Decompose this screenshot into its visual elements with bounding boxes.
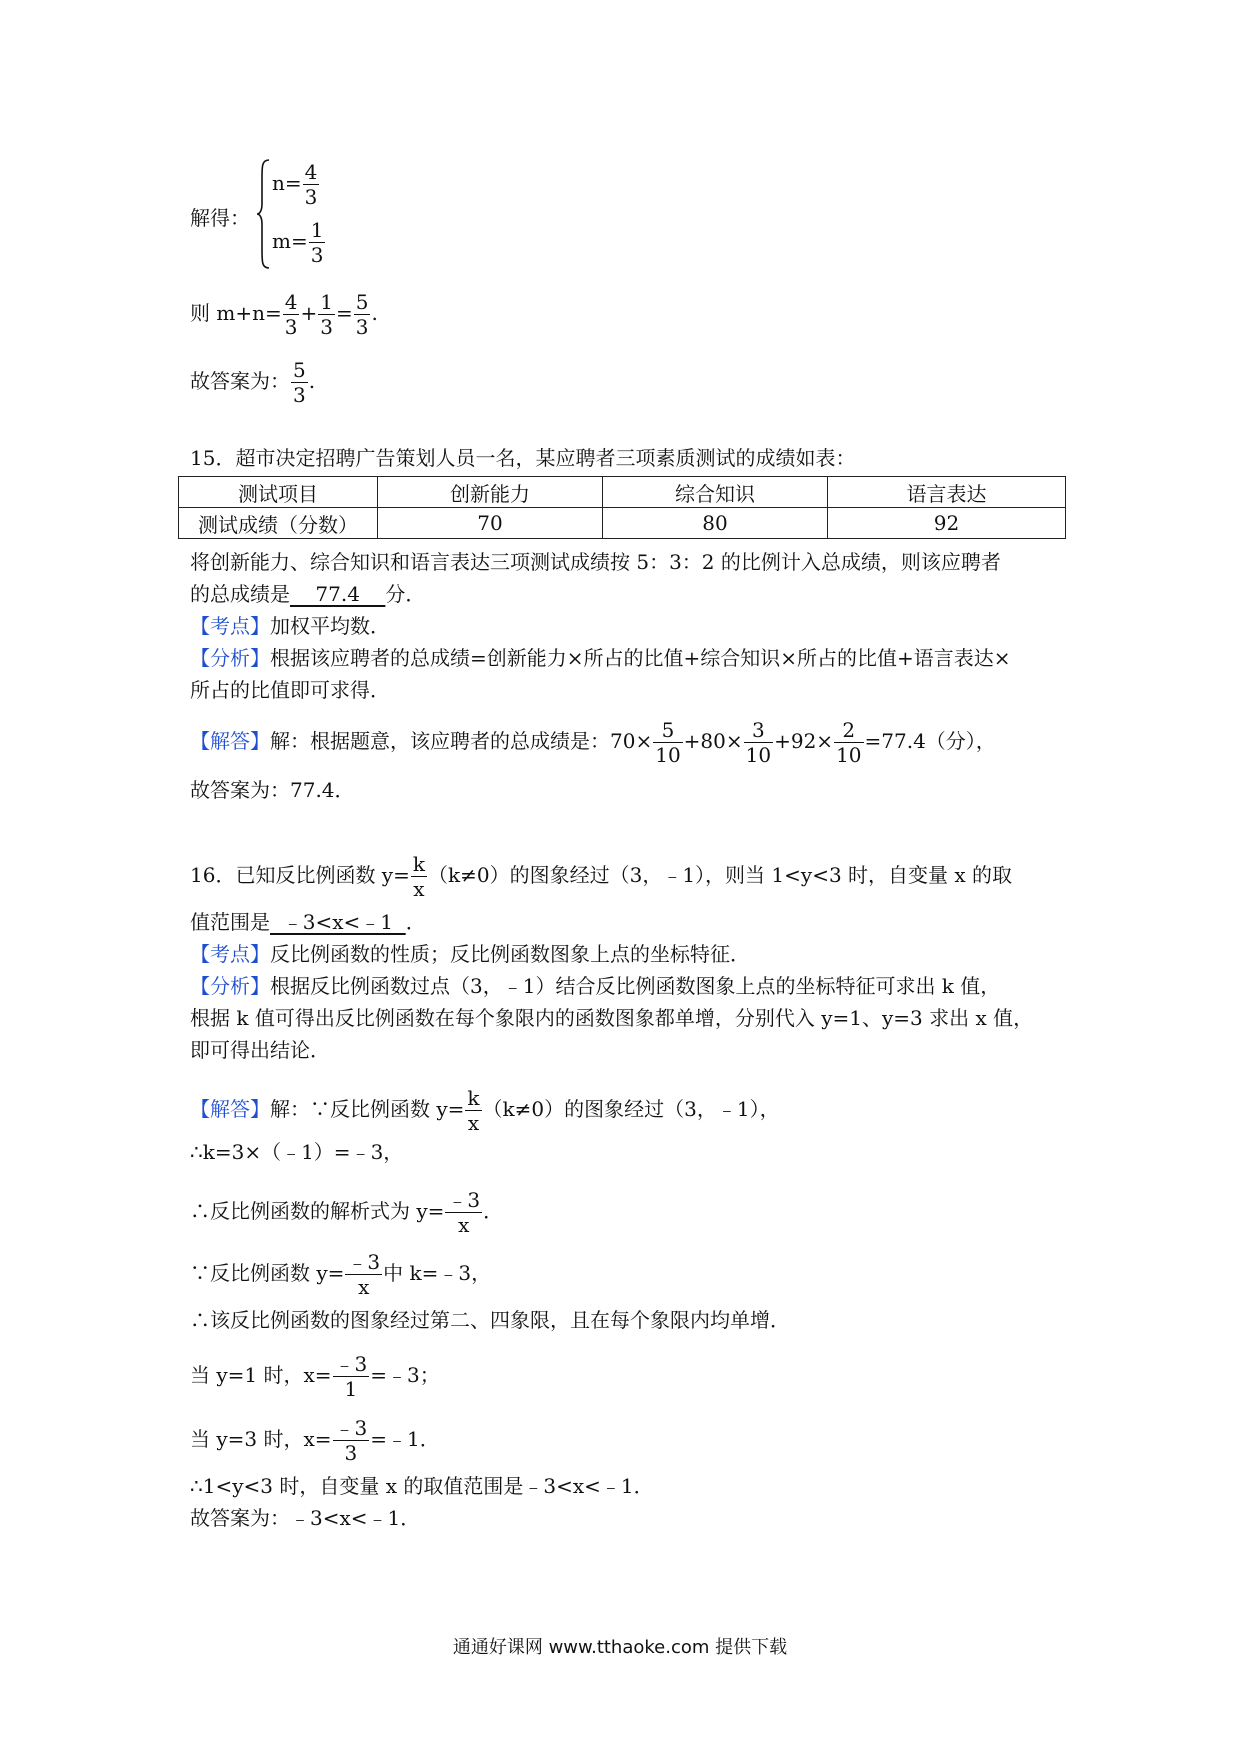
q15-answer-blank: 77.4: [290, 582, 386, 606]
table-header-cell: 测试项目: [179, 477, 378, 508]
fenxi-tag: 【分析】: [190, 974, 270, 998]
equation-n: n= $\frac{4}{3}$: [272, 160, 318, 209]
fenxi-tag: 【分析】: [190, 646, 270, 670]
q15-text-line2: 的总成绩是 77.4 分．: [190, 582, 426, 606]
table-cell: 70: [378, 508, 603, 539]
q15-jieda: 【解答】解：根据题意，该应聘者的总成绩是：70× $\frac{5}{10}$ +80× $\frac{3}{10}$ +92× $\frac{2}{10}$ =77.4（分），: [190, 718, 996, 767]
table-header-row: [179, 477, 1066, 508]
q16-step7: 当 y=3 时，x= $\frac{﹣3}{3}$ =﹣1．: [190, 1416, 440, 1465]
q16-step5: ∴该反比例函数的图象经过第二、四象限，且在每个象限内均单增．: [190, 1308, 790, 1332]
solve-label: 解得：: [190, 206, 250, 230]
kaodian-tag: 【考点】: [190, 614, 270, 638]
q16-step3: ∴反比例函数的解析式为 y= $\frac{﹣3}{x}$ ．: [190, 1188, 504, 1237]
jieda-tag: 【解答】: [190, 729, 270, 753]
q16-final: 故答案为：﹣3<x<﹣1．: [190, 1506, 421, 1530]
table-header-cell: 创新能力: [378, 477, 603, 508]
q16-step8: ∴1<y<3 时，自变量 x 的取值范围是﹣3<x<﹣1．: [190, 1474, 654, 1498]
q16-question-line1: 16．已知反比例函数 y= $\frac{k}{x}$ （k≠0）的图象经过（3，﹣1），则当 1<y<3 时，自变量 x 的取: [190, 852, 1013, 901]
equation-m: m= $\frac{1}{3}$: [272, 218, 324, 267]
table-cell: 80: [603, 508, 828, 539]
page-footer: 通通好课网 www.tthaoke.com 提供下载: [452, 1637, 788, 1658]
sum-line: 则 m+n= $\frac{4}{3}$ + $\frac{1}{3}$ = $\frac{5}{3}$ .: [190, 290, 378, 339]
q15-fenxi-line2: 所占的比值即可求得．: [190, 678, 390, 702]
table-cell: 测试成绩（分数）: [179, 508, 378, 539]
q16-step1: 【解答】解：∵反比例函数 y= $\frac{k}{x}$ （k≠0）的图象经过（3，﹣1），: [190, 1086, 780, 1135]
q16-kaodian: 【考点】反比例函数的性质；反比例函数图象上点的坐标特征．: [190, 942, 750, 966]
q16-step6: 当 y=1 时，x= $\frac{﹣3}{1}$ =﹣3；: [190, 1352, 440, 1401]
q16-step4: ∵反比例函数 y= $\frac{﹣3}{x}$ 中 k=﹣3，: [190, 1250, 492, 1299]
jieda-tag: 【解答】: [190, 1097, 270, 1121]
table-header-cell: 语言表达: [828, 477, 1066, 508]
table-row: [179, 508, 1066, 539]
q16-fenxi-line1: 【分析】根据反比例函数过点（3，﹣1）结合反比例函数图象上点的坐标特征可求出 k 值，: [190, 974, 1001, 998]
q15-text-line1: 将创新能力、综合知识和语言表达三项测试成绩按 5：3：2 的比例计入总成绩，则该应聘者: [190, 550, 1001, 574]
table-cell: 92: [828, 508, 1066, 539]
q15-question: 15．超市决定招聘广告策划人员一名，某应聘者三项素质测试的成绩如表：: [190, 446, 856, 470]
q16-fenxi-line3: 即可得出结论．: [190, 1038, 330, 1062]
q15-final: 故答案为：77.4．: [190, 778, 355, 802]
kaodian-tag: 【考点】: [190, 942, 270, 966]
q15-fenxi-line1: 【分析】根据该应聘者的总成绩=创新能力×所占的比值+综合知识×所占的比值+语言表达×: [190, 646, 1011, 670]
q16-step2: ∴k=3×（﹣1）=﹣3，: [190, 1140, 404, 1164]
prev-answer-line: 故答案为： $\frac{5}{3}$ .: [190, 358, 316, 407]
q16-answer-blank: ﹣3<x<﹣1: [270, 910, 406, 934]
q16-fenxi-line2: 根据 k 值可得出反比例函数在每个象限内的函数图象都单增，分别代入 y=1、y=3 求出 x 值，: [190, 1006, 1034, 1030]
table-header-cell: 综合知识: [603, 477, 828, 508]
left-brace-icon: [256, 158, 270, 270]
q15-score-table: [178, 476, 1066, 539]
q16-question-line2: 值范围是 ﹣3<x<﹣1 ．: [190, 910, 426, 934]
q15-kaodian: 【考点】加权平均数．: [190, 614, 390, 638]
